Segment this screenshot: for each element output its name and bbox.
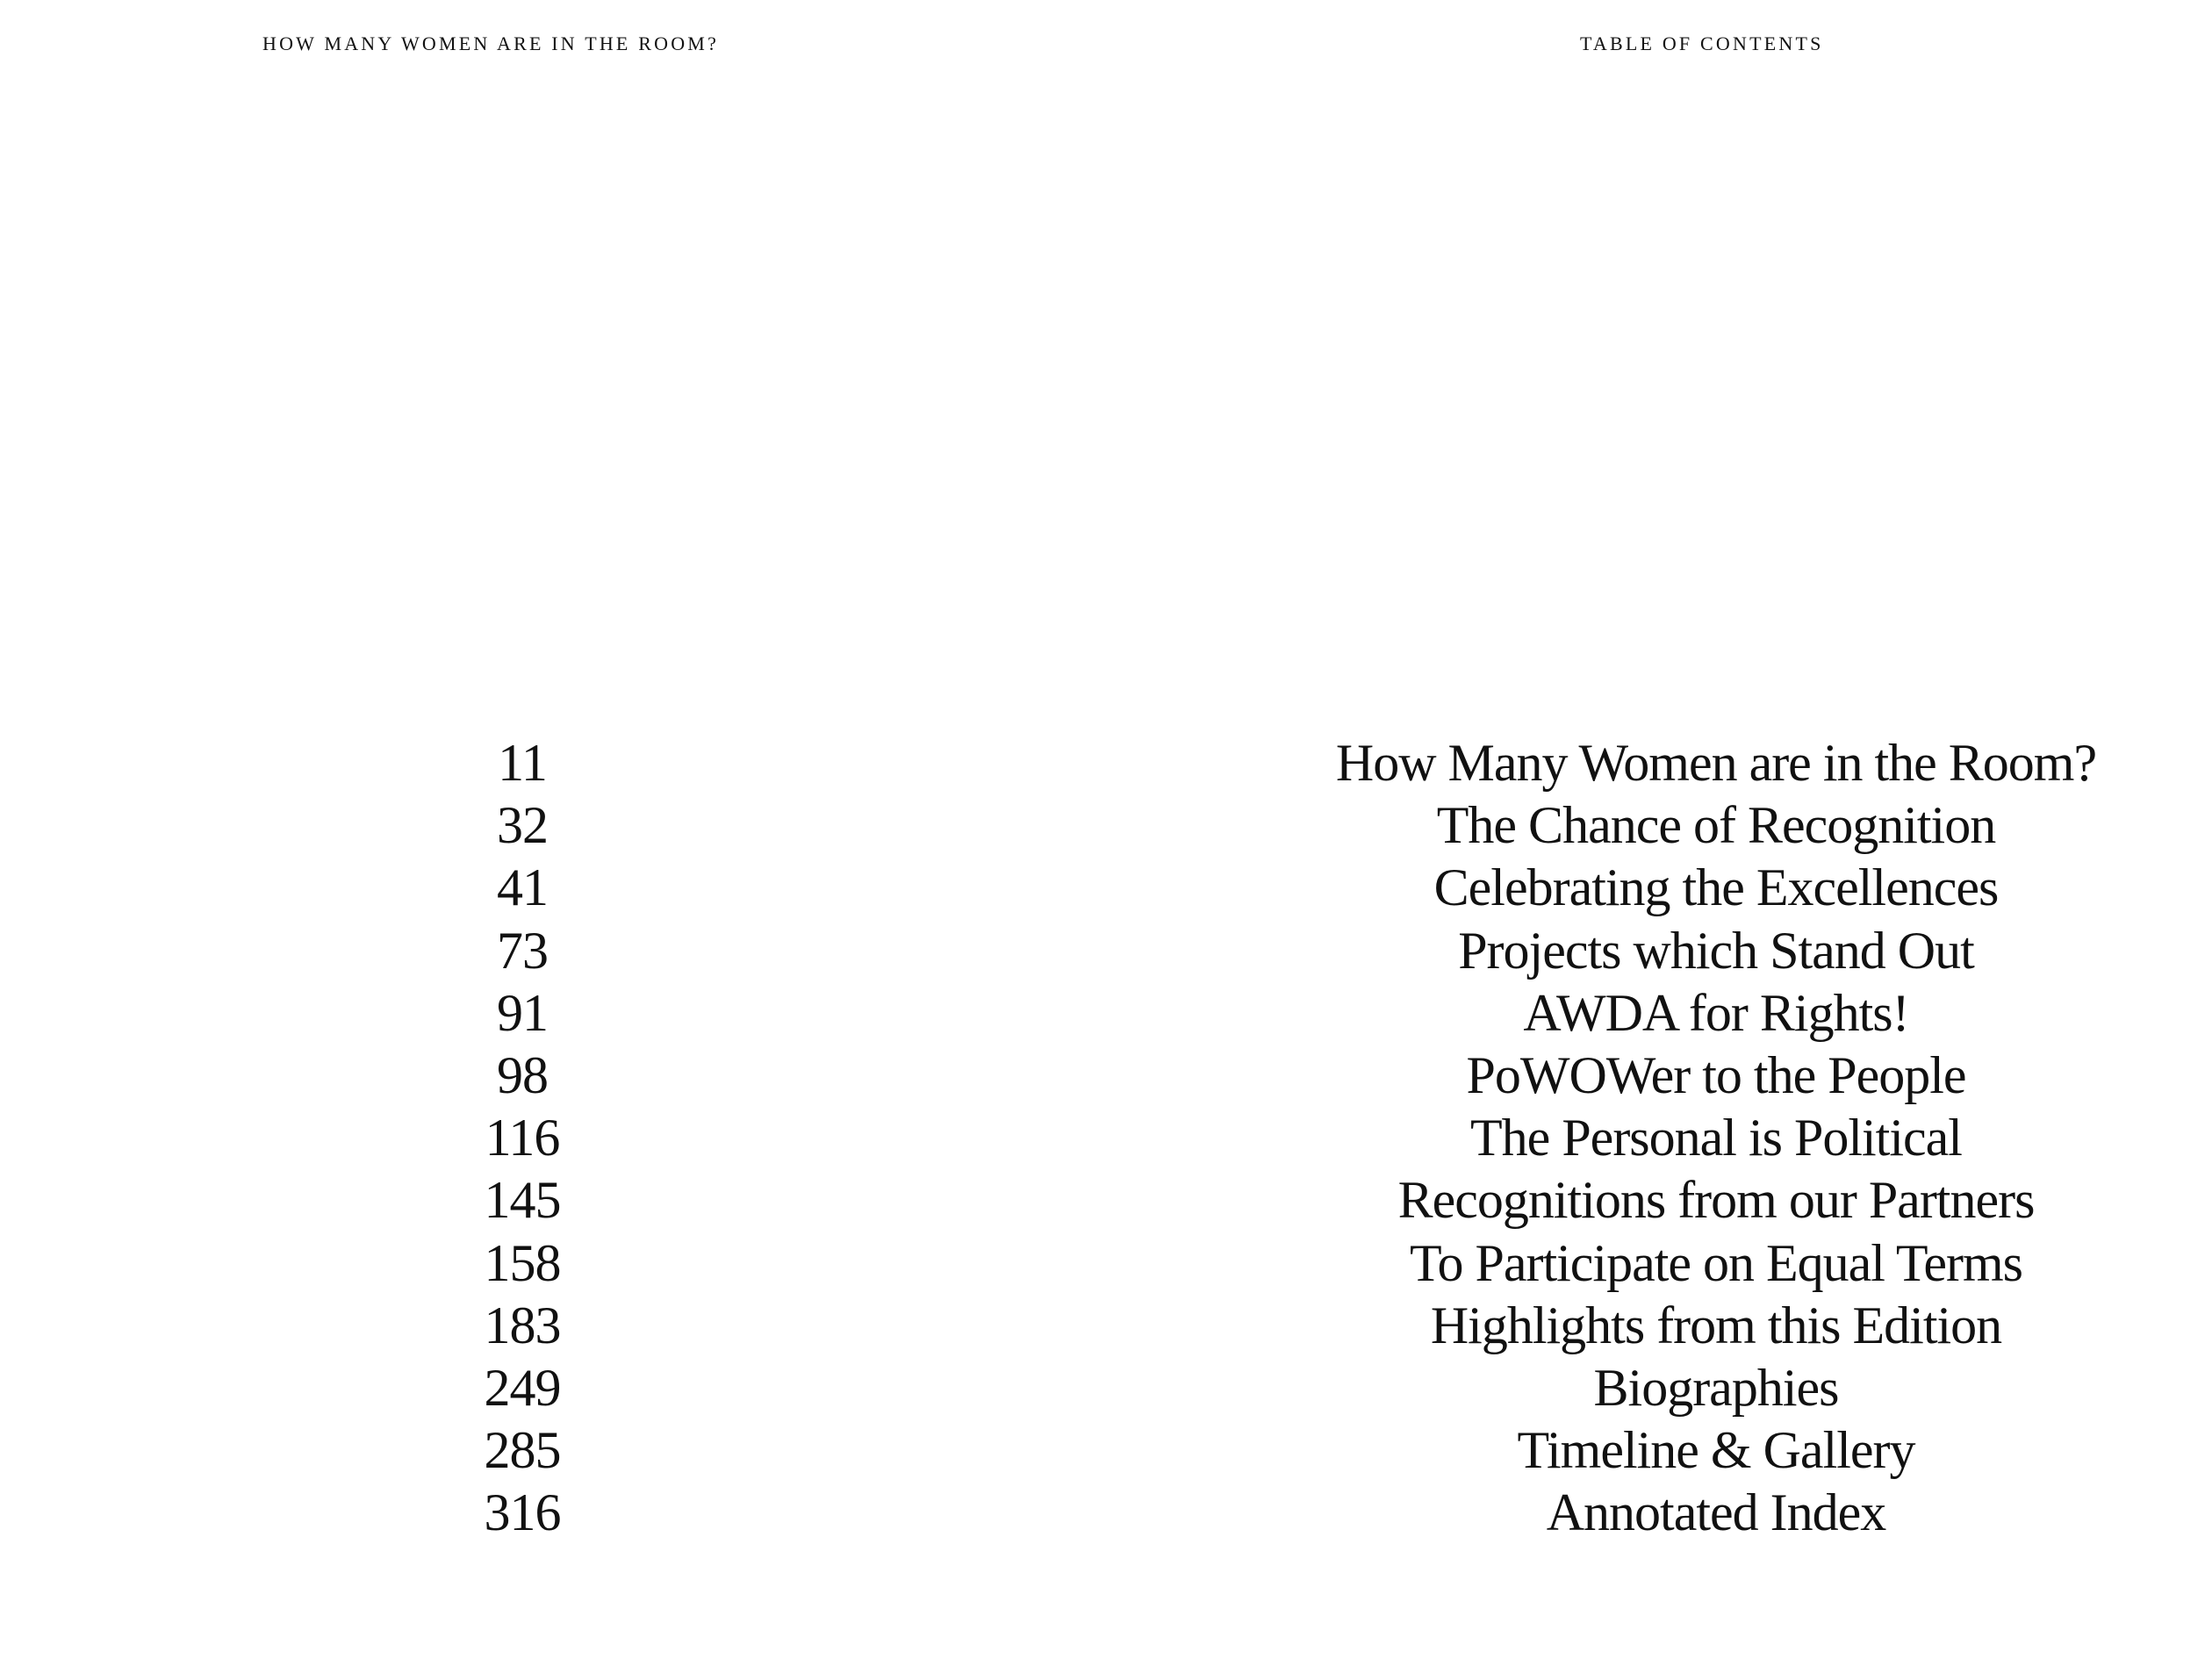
toc-entry[interactable] — [0, 1295, 2212, 1357]
toc-entry[interactable] — [0, 1169, 2212, 1232]
toc-entry-title: To Participate on Equal Terms — [1410, 1233, 2022, 1292]
table-of-contents — [0, 732, 2212, 1544]
toc-entry-title: Recognitions from our Partners — [1397, 1171, 2035, 1230]
toc-entry-title: Timeline & Gallery — [1517, 1421, 1915, 1480]
toc-entry-title: The Personal is Political — [1470, 1109, 1962, 1167]
toc-entry[interactable] — [0, 1232, 2212, 1295]
toc-entry[interactable] — [0, 732, 2212, 794]
toc-page-number: 11 — [498, 734, 547, 792]
toc-page-number: 183 — [484, 1296, 561, 1354]
toc-page-number: 98 — [497, 1045, 548, 1104]
toc-entry-title: Projects which Stand Out — [1458, 921, 1974, 980]
toc-page-number: 145 — [484, 1171, 561, 1230]
toc-page-number: 116 — [485, 1109, 560, 1167]
toc-entry[interactable] — [0, 1482, 2212, 1544]
toc-page-number: 158 — [484, 1233, 561, 1292]
toc-entry-title: Annotated Index — [1546, 1483, 1886, 1542]
toc-entry-title: The Chance of Recognition — [1436, 796, 1996, 855]
toc-entry-title: AWDA for Rights! — [1523, 983, 1909, 1042]
toc-entry-title: Biographies — [1593, 1358, 1839, 1417]
toc-entry[interactable] — [0, 857, 2212, 919]
toc-page-number: 249 — [484, 1358, 561, 1417]
running-head-section-title: TABLE OF CONTENTS — [1580, 32, 1824, 54]
toc-entry[interactable] — [0, 920, 2212, 982]
toc-page-number: 285 — [484, 1421, 561, 1480]
toc-entry[interactable] — [0, 982, 2212, 1045]
toc-entry-title: Celebrating the Excellences — [1433, 858, 1999, 917]
toc-page-number: 73 — [497, 921, 548, 980]
running-head-book-title: HOW MANY WOMEN ARE IN THE ROOM? — [262, 32, 720, 54]
toc-page-number: 41 — [497, 858, 548, 917]
toc-page-number: 91 — [497, 983, 548, 1042]
toc-entry[interactable] — [0, 1419, 2212, 1482]
toc-page-number: 316 — [484, 1483, 561, 1542]
toc-entry-title: How Many Women are in the Room? — [1335, 734, 2097, 792]
toc-entry[interactable] — [0, 794, 2212, 857]
toc-entry[interactable] — [0, 1045, 2212, 1107]
toc-entry-title: PoWOWer to the People — [1466, 1045, 1966, 1104]
toc-page-number: 32 — [497, 796, 548, 855]
toc-entry-title: Highlights from this Edition — [1430, 1296, 2002, 1354]
toc-entry[interactable] — [0, 1107, 2212, 1169]
toc-entry[interactable] — [0, 1357, 2212, 1419]
